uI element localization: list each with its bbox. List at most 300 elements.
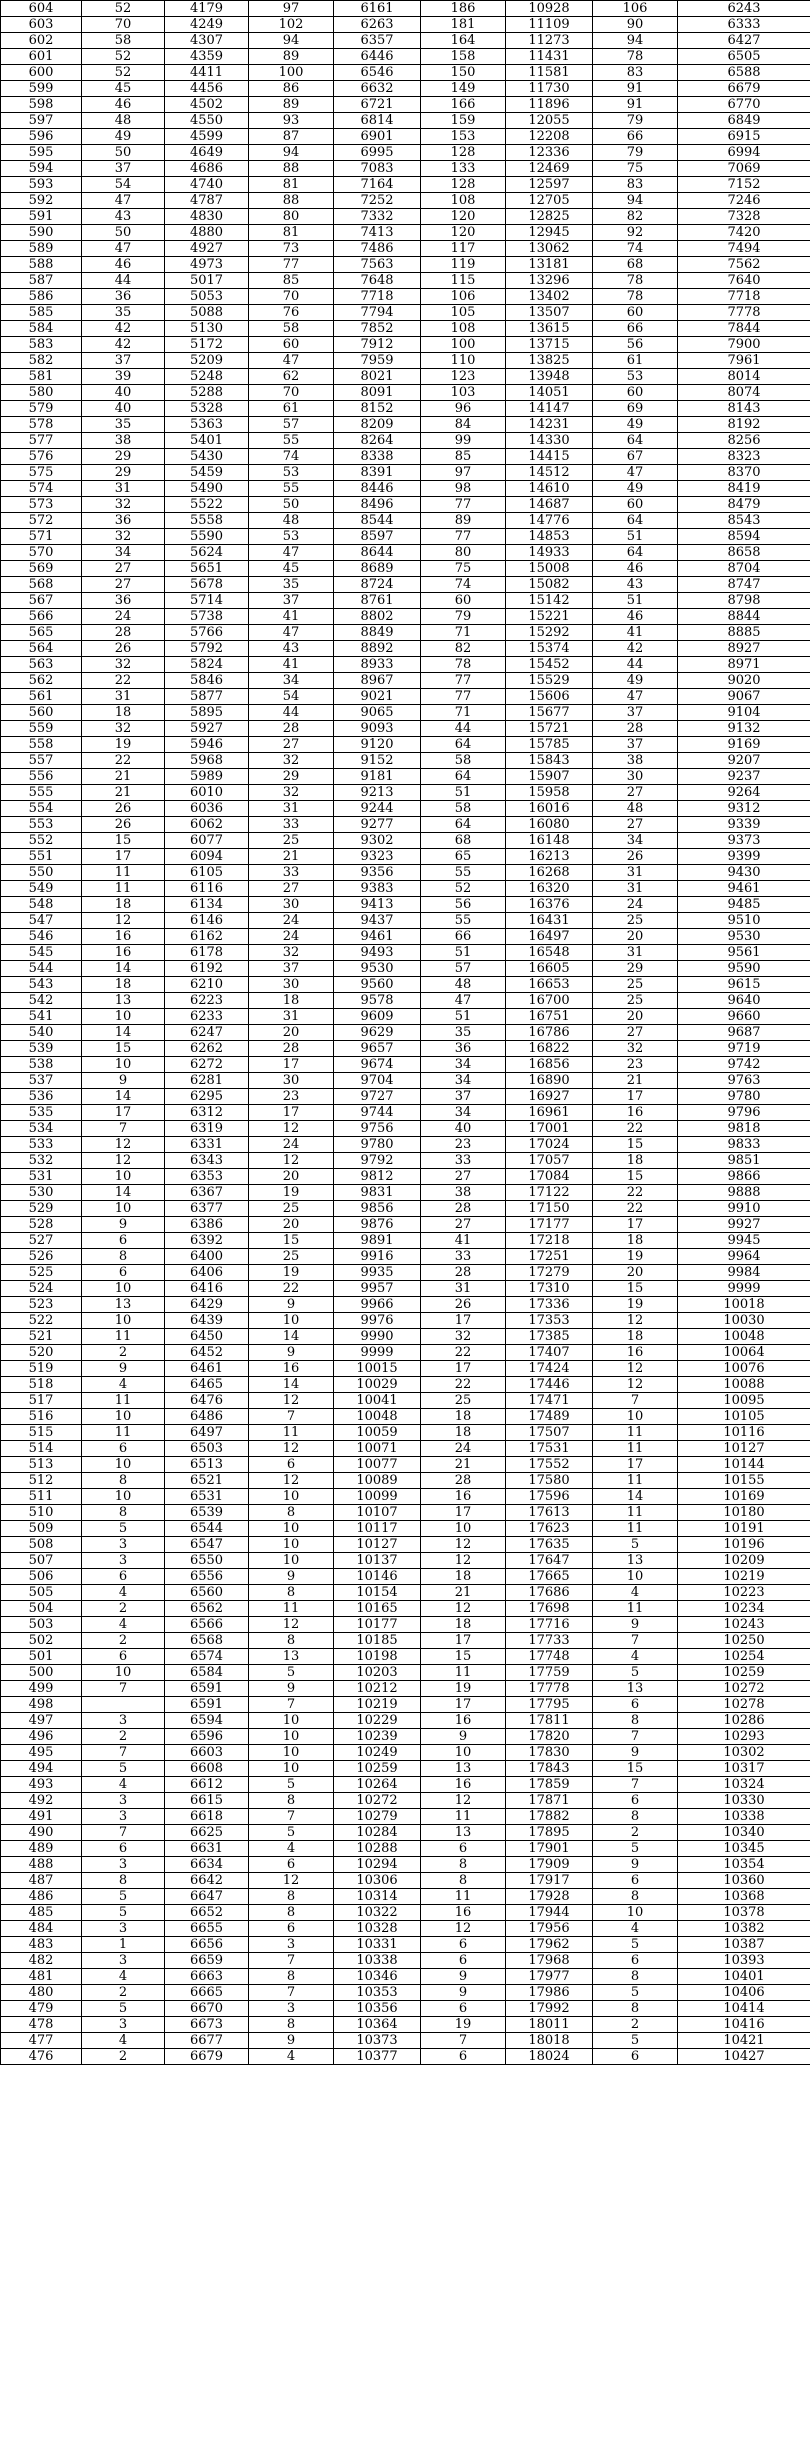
- score-cell: 526: [1, 1249, 82, 1265]
- score-cell: 596: [1, 129, 82, 145]
- cumulative-d-cell: 9590: [678, 961, 810, 977]
- table-row: [1, 1, 810, 17]
- count-b-cell: 53: [249, 529, 334, 545]
- cumulative-c-cell: 17928: [506, 1889, 593, 1905]
- count-b-cell: 19: [249, 1185, 334, 1201]
- table-row: [1, 1249, 810, 1265]
- cumulative-c-cell: 13825: [506, 353, 593, 369]
- count-b-cell: 81: [249, 177, 334, 193]
- cumulative-d-cell: 9763: [678, 1073, 810, 1089]
- cumulative-c-cell: 17686: [506, 1585, 593, 1601]
- score-cell: 591: [1, 209, 82, 225]
- table-row: [1, 1985, 810, 2001]
- count-c-cell: 158: [421, 49, 506, 65]
- cumulative-c-cell: 15221: [506, 609, 593, 625]
- count-d-cell: 4: [593, 1585, 678, 1601]
- table-row: [1, 561, 810, 577]
- count-a-cell: 4: [82, 1777, 165, 1793]
- cumulative-a-cell: 4927: [165, 241, 249, 257]
- cumulative-a-cell: 6116: [165, 881, 249, 897]
- count-a-cell: 3: [82, 1713, 165, 1729]
- count-c-cell: 58: [421, 801, 506, 817]
- count-a-cell: 37: [82, 353, 165, 369]
- count-b-cell: 94: [249, 33, 334, 49]
- count-c-cell: 33: [421, 1249, 506, 1265]
- count-c-cell: 24: [421, 1441, 506, 1457]
- cumulative-d-cell: 9020: [678, 673, 810, 689]
- count-c-cell: 21: [421, 1457, 506, 1473]
- cumulative-b-cell: 9629: [334, 1025, 421, 1041]
- score-cell: 554: [1, 801, 82, 817]
- count-b-cell: 9: [249, 1681, 334, 1697]
- count-c-cell: 60: [421, 593, 506, 609]
- count-c-cell: 12: [421, 1553, 506, 1569]
- table-row: [1, 657, 810, 673]
- cumulative-b-cell: 9560: [334, 977, 421, 993]
- cumulative-b-cell: 9674: [334, 1057, 421, 1073]
- cumulative-d-cell: 9312: [678, 801, 810, 817]
- cumulative-d-cell: 9866: [678, 1169, 810, 1185]
- score-cell: 532: [1, 1153, 82, 1169]
- cumulative-c-cell: 17909: [506, 1857, 593, 1873]
- count-c-cell: 37: [421, 1089, 506, 1105]
- score-cell: 490: [1, 1825, 82, 1841]
- cumulative-d-cell: 7640: [678, 273, 810, 289]
- count-a-cell: 6: [82, 1441, 165, 1457]
- table-row: [1, 513, 810, 529]
- cumulative-d-cell: 8594: [678, 529, 810, 545]
- table-row: [1, 993, 810, 1009]
- count-d-cell: 47: [593, 689, 678, 705]
- count-d-cell: 66: [593, 321, 678, 337]
- count-b-cell: 32: [249, 753, 334, 769]
- cumulative-b-cell: 10249: [334, 1745, 421, 1761]
- count-d-cell: 5: [593, 1537, 678, 1553]
- count-a-cell: 13: [82, 993, 165, 1009]
- count-c-cell: 19: [421, 1681, 506, 1697]
- table-row: [1, 1377, 810, 1393]
- count-c-cell: 16: [421, 1905, 506, 1921]
- cumulative-d-cell: 8074: [678, 385, 810, 401]
- cumulative-d-cell: 10378: [678, 1905, 810, 1921]
- count-b-cell: 10: [249, 1521, 334, 1537]
- score-cell: 482: [1, 1953, 82, 1969]
- cumulative-b-cell: 7852: [334, 321, 421, 337]
- cumulative-d-cell: 10209: [678, 1553, 810, 1569]
- count-d-cell: 68: [593, 257, 678, 273]
- score-cell: 476: [1, 2049, 82, 2065]
- count-d-cell: 60: [593, 385, 678, 401]
- cumulative-a-cell: 6503: [165, 1441, 249, 1457]
- score-cell: 575: [1, 465, 82, 481]
- count-a-cell: 42: [82, 321, 165, 337]
- table-row: [1, 321, 810, 337]
- count-a-cell: 5: [82, 1905, 165, 1921]
- cumulative-a-cell: 6521: [165, 1473, 249, 1489]
- cumulative-c-cell: 14687: [506, 497, 593, 513]
- count-b-cell: 60: [249, 337, 334, 353]
- count-a-cell: 10: [82, 1313, 165, 1329]
- count-b-cell: 12: [249, 1121, 334, 1137]
- count-b-cell: 10: [249, 1313, 334, 1329]
- cumulative-c-cell: 12597: [506, 177, 593, 193]
- score-cell: 583: [1, 337, 82, 353]
- count-b-cell: 8: [249, 1793, 334, 1809]
- score-cell: 555: [1, 785, 82, 801]
- cumulative-b-cell: 10137: [334, 1553, 421, 1569]
- count-b-cell: 100: [249, 65, 334, 81]
- cumulative-c-cell: 16890: [506, 1073, 593, 1089]
- cumulative-c-cell: 16961: [506, 1105, 593, 1121]
- count-a-cell: 36: [82, 289, 165, 305]
- table-row: [1, 1457, 810, 1473]
- cumulative-c-cell: 14147: [506, 401, 593, 417]
- cumulative-d-cell: 6588: [678, 65, 810, 81]
- count-b-cell: 30: [249, 977, 334, 993]
- cumulative-c-cell: 12825: [506, 209, 593, 225]
- cumulative-b-cell: 7332: [334, 209, 421, 225]
- cumulative-c-cell: 11109: [506, 17, 593, 33]
- cumulative-c-cell: 14231: [506, 417, 593, 433]
- cumulative-b-cell: 8544: [334, 513, 421, 529]
- count-c-cell: 166: [421, 97, 506, 113]
- table-row: [1, 2033, 810, 2049]
- count-a-cell: 10: [82, 1169, 165, 1185]
- count-a-cell: 10: [82, 1409, 165, 1425]
- count-a-cell: 10: [82, 1665, 165, 1681]
- count-d-cell: 51: [593, 593, 678, 609]
- table-row: [1, 1153, 810, 1169]
- count-c-cell: 9: [421, 1985, 506, 2001]
- count-b-cell: 47: [249, 353, 334, 369]
- count-b-cell: 7: [249, 1985, 334, 2001]
- cumulative-d-cell: 6994: [678, 145, 810, 161]
- count-a-cell: 16: [82, 945, 165, 961]
- cumulative-d-cell: 6505: [678, 49, 810, 65]
- count-b-cell: 5: [249, 1777, 334, 1793]
- table-row: [1, 897, 810, 913]
- count-c-cell: 22: [421, 1377, 506, 1393]
- count-a-cell: 18: [82, 897, 165, 913]
- count-c-cell: 133: [421, 161, 506, 177]
- count-c-cell: 153: [421, 129, 506, 145]
- count-c-cell: 57: [421, 961, 506, 977]
- count-b-cell: 28: [249, 1041, 334, 1057]
- score-cell: 505: [1, 1585, 82, 1601]
- cumulative-b-cell: 6721: [334, 97, 421, 113]
- score-cell: 479: [1, 2001, 82, 2017]
- table-row: [1, 1617, 810, 1633]
- count-c-cell: 66: [421, 929, 506, 945]
- cumulative-d-cell: 10317: [678, 1761, 810, 1777]
- count-b-cell: 9: [249, 2033, 334, 2049]
- cumulative-c-cell: 15606: [506, 689, 593, 705]
- count-c-cell: 68: [421, 833, 506, 849]
- count-a-cell: 2: [82, 1729, 165, 1745]
- score-cell: 529: [1, 1201, 82, 1217]
- score-cell: 539: [1, 1041, 82, 1057]
- cumulative-b-cell: 7413: [334, 225, 421, 241]
- table-row: [1, 113, 810, 129]
- cumulative-b-cell: 9744: [334, 1105, 421, 1121]
- table-row: [1, 257, 810, 273]
- cumulative-c-cell: 17596: [506, 1489, 593, 1505]
- cumulative-b-cell: 10259: [334, 1761, 421, 1777]
- count-b-cell: 47: [249, 625, 334, 641]
- cumulative-b-cell: 10229: [334, 1713, 421, 1729]
- count-d-cell: 75: [593, 161, 678, 177]
- cumulative-a-cell: 6574: [165, 1649, 249, 1665]
- cumulative-d-cell: 7420: [678, 225, 810, 241]
- count-c-cell: 48: [421, 977, 506, 993]
- cumulative-c-cell: 15785: [506, 737, 593, 753]
- count-d-cell: 15: [593, 1137, 678, 1153]
- count-a-cell: 11: [82, 881, 165, 897]
- cumulative-b-cell: 8967: [334, 673, 421, 689]
- table-row: [1, 225, 810, 241]
- cumulative-b-cell: 8091: [334, 385, 421, 401]
- count-c-cell: 51: [421, 945, 506, 961]
- count-b-cell: 20: [249, 1217, 334, 1233]
- cumulative-d-cell: 10427: [678, 2049, 810, 2065]
- cumulative-b-cell: 9812: [334, 1169, 421, 1185]
- count-d-cell: 18: [593, 1153, 678, 1169]
- score-cell: 582: [1, 353, 82, 369]
- count-c-cell: 65: [421, 849, 506, 865]
- count-a-cell: 12: [82, 1153, 165, 1169]
- cumulative-b-cell: 10306: [334, 1873, 421, 1889]
- score-cell: 550: [1, 865, 82, 881]
- score-cell: 543: [1, 977, 82, 993]
- table-row: [1, 817, 810, 833]
- count-c-cell: 55: [421, 865, 506, 881]
- table-row: [1, 1473, 810, 1489]
- cumulative-c-cell: 14051: [506, 385, 593, 401]
- cumulative-a-cell: 6461: [165, 1361, 249, 1377]
- count-d-cell: 7: [593, 1777, 678, 1793]
- score-cell: 524: [1, 1281, 82, 1297]
- cumulative-b-cell: 10294: [334, 1857, 421, 1873]
- score-cell: 557: [1, 753, 82, 769]
- count-b-cell: 7: [249, 1809, 334, 1825]
- cumulative-a-cell: 6659: [165, 1953, 249, 1969]
- count-b-cell: 55: [249, 433, 334, 449]
- cumulative-b-cell: 7083: [334, 161, 421, 177]
- cumulative-b-cell: 10089: [334, 1473, 421, 1489]
- count-d-cell: 11: [593, 1473, 678, 1489]
- count-a-cell: 3: [82, 1953, 165, 1969]
- count-c-cell: 82: [421, 641, 506, 657]
- cumulative-d-cell: 10223: [678, 1585, 810, 1601]
- count-b-cell: 10: [249, 1745, 334, 1761]
- cumulative-c-cell: 17623: [506, 1521, 593, 1537]
- count-d-cell: 8: [593, 1713, 678, 1729]
- cumulative-d-cell: 9927: [678, 1217, 810, 1233]
- cumulative-c-cell: 13507: [506, 305, 593, 321]
- count-d-cell: 41: [593, 625, 678, 641]
- cumulative-a-cell: 5088: [165, 305, 249, 321]
- cumulative-a-cell: 4456: [165, 81, 249, 97]
- cumulative-a-cell: 6560: [165, 1585, 249, 1601]
- cumulative-a-cell: 4740: [165, 177, 249, 193]
- cumulative-a-cell: 6513: [165, 1457, 249, 1473]
- cumulative-b-cell: 9493: [334, 945, 421, 961]
- count-d-cell: 106: [593, 1, 678, 17]
- count-c-cell: 96: [421, 401, 506, 417]
- table-row: [1, 337, 810, 353]
- table-row: [1, 1345, 810, 1361]
- cumulative-d-cell: 6243: [678, 1, 810, 17]
- count-b-cell: 88: [249, 193, 334, 209]
- cumulative-c-cell: 16268: [506, 865, 593, 881]
- cumulative-c-cell: 12055: [506, 113, 593, 129]
- count-b-cell: 24: [249, 1137, 334, 1153]
- cumulative-a-cell: 5459: [165, 465, 249, 481]
- cumulative-c-cell: 17733: [506, 1633, 593, 1649]
- cumulative-d-cell: 10234: [678, 1601, 810, 1617]
- count-b-cell: 87: [249, 129, 334, 145]
- cumulative-a-cell: 6134: [165, 897, 249, 913]
- count-d-cell: 27: [593, 1025, 678, 1041]
- score-cell: 493: [1, 1777, 82, 1793]
- cumulative-c-cell: 17859: [506, 1777, 593, 1793]
- count-b-cell: 6: [249, 1457, 334, 1473]
- cumulative-c-cell: 16653: [506, 977, 593, 993]
- cumulative-b-cell: 10099: [334, 1489, 421, 1505]
- count-b-cell: 8: [249, 2017, 334, 2033]
- count-b-cell: 25: [249, 1249, 334, 1265]
- cumulative-c-cell: 16080: [506, 817, 593, 833]
- count-d-cell: 17: [593, 1217, 678, 1233]
- count-c-cell: 149: [421, 81, 506, 97]
- count-d-cell: 20: [593, 929, 678, 945]
- count-a-cell: 10: [82, 1201, 165, 1217]
- score-cell: 597: [1, 113, 82, 129]
- cumulative-d-cell: 9339: [678, 817, 810, 833]
- cumulative-a-cell: 6486: [165, 1409, 249, 1425]
- table-row: [1, 1777, 810, 1793]
- count-d-cell: 64: [593, 545, 678, 561]
- cumulative-b-cell: 10338: [334, 1953, 421, 1969]
- cumulative-b-cell: 9093: [334, 721, 421, 737]
- table-row: [1, 1169, 810, 1185]
- score-cell: 590: [1, 225, 82, 241]
- count-d-cell: 32: [593, 1041, 678, 1057]
- cumulative-d-cell: 7562: [678, 257, 810, 273]
- score-cell: 556: [1, 769, 82, 785]
- cumulative-a-cell: 6062: [165, 817, 249, 833]
- count-b-cell: 4: [249, 2049, 334, 2065]
- count-a-cell: 3: [82, 1553, 165, 1569]
- table-row: [1, 865, 810, 881]
- count-d-cell: 11: [593, 1505, 678, 1521]
- count-a-cell: 47: [82, 241, 165, 257]
- count-c-cell: 9: [421, 1969, 506, 1985]
- score-cell: 579: [1, 401, 82, 417]
- count-c-cell: 12: [421, 1921, 506, 1937]
- count-b-cell: 43: [249, 641, 334, 657]
- count-d-cell: 56: [593, 337, 678, 353]
- count-c-cell: 64: [421, 737, 506, 753]
- score-cell: 603: [1, 17, 82, 33]
- count-b-cell: 33: [249, 865, 334, 881]
- count-a-cell: 10: [82, 1009, 165, 1025]
- score-cell: 515: [1, 1425, 82, 1441]
- cumulative-d-cell: 10330: [678, 1793, 810, 1809]
- cumulative-d-cell: 10076: [678, 1361, 810, 1377]
- cumulative-d-cell: 6849: [678, 113, 810, 129]
- cumulative-b-cell: 10377: [334, 2049, 421, 2065]
- cumulative-b-cell: 9609: [334, 1009, 421, 1025]
- count-c-cell: 16: [421, 1489, 506, 1505]
- table-row: [1, 497, 810, 513]
- count-a-cell: 22: [82, 673, 165, 689]
- cumulative-a-cell: 6386: [165, 1217, 249, 1233]
- table-row: [1, 1537, 810, 1553]
- table-row: [1, 1009, 810, 1025]
- count-b-cell: 86: [249, 81, 334, 97]
- cumulative-c-cell: 17310: [506, 1281, 593, 1297]
- cumulative-c-cell: 18024: [506, 2049, 593, 2065]
- table-row: [1, 801, 810, 817]
- score-cell: 584: [1, 321, 82, 337]
- count-c-cell: 120: [421, 225, 506, 241]
- cumulative-a-cell: 6652: [165, 1905, 249, 1921]
- cumulative-c-cell: 13948: [506, 369, 593, 385]
- cumulative-c-cell: 16605: [506, 961, 593, 977]
- cumulative-b-cell: 10356: [334, 2001, 421, 2017]
- count-a-cell: 40: [82, 385, 165, 401]
- table-row: [1, 2001, 810, 2017]
- count-b-cell: 9: [249, 1297, 334, 1313]
- score-cell: 512: [1, 1473, 82, 1489]
- cumulative-a-cell: 4686: [165, 161, 249, 177]
- count-d-cell: 28: [593, 721, 678, 737]
- table-row: [1, 1729, 810, 1745]
- cumulative-d-cell: 10324: [678, 1777, 810, 1793]
- table-row: [1, 1585, 810, 1601]
- cumulative-b-cell: 10346: [334, 1969, 421, 1985]
- cumulative-b-cell: 10117: [334, 1521, 421, 1537]
- cumulative-c-cell: 17580: [506, 1473, 593, 1489]
- score-cell: 500: [1, 1665, 82, 1681]
- cumulative-a-cell: 5877: [165, 689, 249, 705]
- count-c-cell: 6: [421, 1953, 506, 1969]
- count-a-cell: 31: [82, 481, 165, 497]
- cumulative-d-cell: 8971: [678, 657, 810, 673]
- cumulative-a-cell: 5678: [165, 577, 249, 593]
- count-a-cell: 36: [82, 593, 165, 609]
- cumulative-b-cell: 8338: [334, 449, 421, 465]
- count-a-cell: 45: [82, 81, 165, 97]
- cumulative-c-cell: 17871: [506, 1793, 593, 1809]
- count-d-cell: 15: [593, 1761, 678, 1777]
- count-a-cell: 2: [82, 2049, 165, 2065]
- count-c-cell: 99: [421, 433, 506, 449]
- count-a-cell: 4: [82, 1969, 165, 1985]
- count-c-cell: 31: [421, 1281, 506, 1297]
- count-a-cell: 8: [82, 1505, 165, 1521]
- count-c-cell: 164: [421, 33, 506, 49]
- cumulative-b-cell: 10264: [334, 1777, 421, 1793]
- cumulative-a-cell: 5522: [165, 497, 249, 513]
- count-d-cell: 92: [593, 225, 678, 241]
- table-row: [1, 97, 810, 113]
- count-b-cell: 3: [249, 2001, 334, 2017]
- cumulative-a-cell: 4249: [165, 17, 249, 33]
- count-d-cell: 13: [593, 1681, 678, 1697]
- count-b-cell: 89: [249, 49, 334, 65]
